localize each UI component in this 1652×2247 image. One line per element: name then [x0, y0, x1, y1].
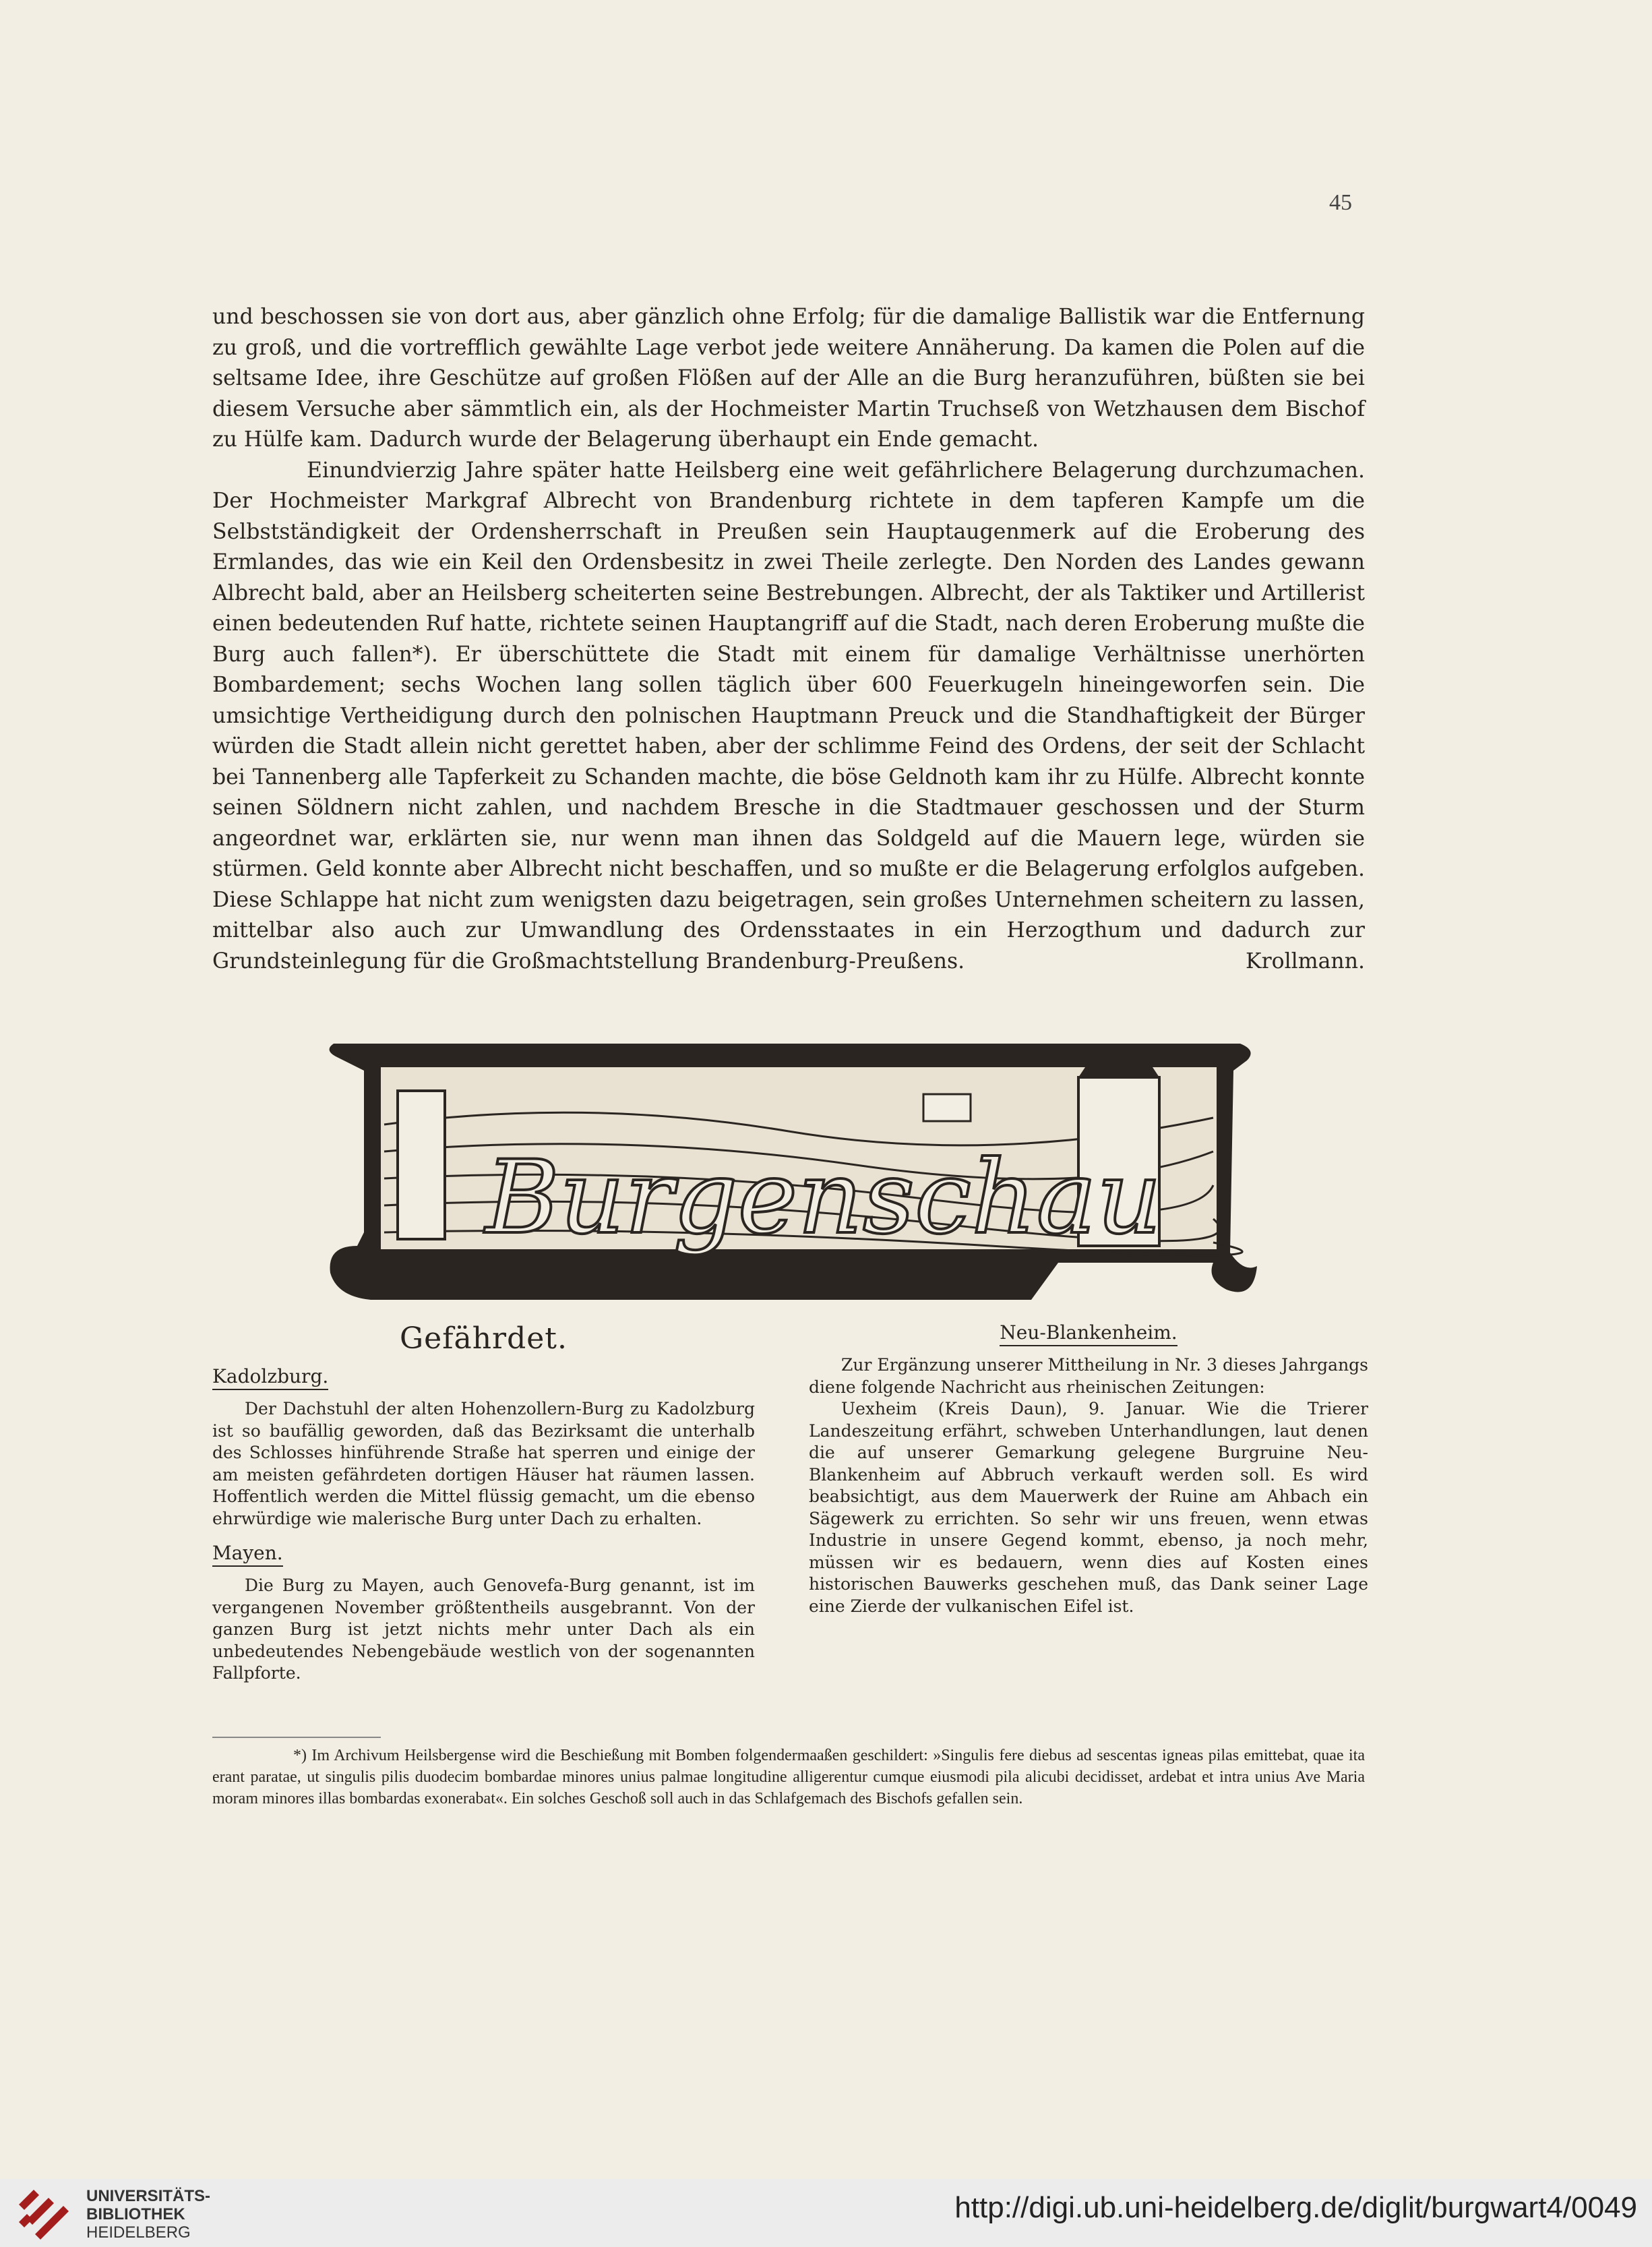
- source-url-link[interactable]: http://digi.ub.uni-heidelberg.de/diglit/burgwart4/0049: [954, 2191, 1637, 2224]
- banner-title: Burgenschau: [485, 1139, 1162, 1257]
- right-column: [809, 1321, 1368, 1617]
- article-paragraph: und beschossen sie von dort aus, aber gänzlich ohne Erfolg; für die damalige Ballistik war die Entfernung zu groß, und die vortrefflich gewählte Lage verbot jede weitere Annäherung. Da kamen die Polen auf die seltsame Idee, ihre Geschütze auf großen Flößen auf der Alle an die Burg heranzuführen, büßten sie bei diesem Versuche aber sämmtlich ein, als der Hochmeister Martin Truchseß von Wetzhausen dem Bischof zu Hülfe kam. Dadurch wurde der Belagerung überhaupt ein Ende gemacht.: [212, 305, 1365, 452]
- news-heading: Kadolzburg.: [212, 1365, 328, 1390]
- burgenschau-banner: [317, 1030, 1264, 1307]
- news-intro: Zur Ergänzung unserer Mittheilung in Nr. 3 dieses Jahrgangs diene folgende Nachricht aus rheinischen Zeitungen:: [809, 1355, 1368, 1397]
- news-item: [212, 1542, 755, 1685]
- column-title: Gefährdet.: [400, 1321, 568, 1356]
- library-name: [86, 2187, 210, 2242]
- news-heading: Mayen.: [212, 1542, 283, 1567]
- castle-hill: [923, 1094, 971, 1121]
- left-column: [212, 1321, 755, 1697]
- library-line: HEIDELBERG: [86, 2223, 191, 2242]
- news-report: Uexheim (Kreis Daun), 9. Januar. Wie die Trierer Landeszeitung erfährt, schweben Unterhandlungen, laut denen die auf unserer Gemarkung gelegene Burgruine Neu-Blankenheim auf Abbruch verkauft werden soll. Es wird beabsichtigt, aus dem Mauerwerk der Ruine am Ahbach ein Sägewerk zu errichten. So sehr wir uns freuen, wenn etwas Industrie in unsere Gegend kommt, ebenso, ja noch mehr, müssen wir es bedauern, wenn dies auf Kosten eines historischen Bauwerks geschehen muß, das Dank seiner Lage eine Zierde der vulkanischen Eifel ist.: [809, 1399, 1368, 1616]
- footnote: [212, 1745, 1365, 1809]
- news-item: [212, 1365, 755, 1530]
- castle-tower-left: [398, 1091, 445, 1239]
- library-line: UNIVERSITÄTS-: [86, 2187, 211, 2205]
- article-paragraph: Einundvierzig Jahre später hatte Heilsberg eine weit gefährlichere Belagerung durchzumachen. Der Hochmeister Markgraf Albrecht von Brandenburg richtete in dem tapferen Kampfe um die Selbstständigkeit der Ordensherrschaft in Preußen sein Hauptaugenmerk auf die Eroberung des Ermlandes, das wie ein Keil den Ordensbesitz in zwei Theile zerlegte. Den Norden des Landes gewann Albrecht bald, aber an Heilsberg scheiterten seine Bestrebungen. Albrecht, der als Taktiker und Artillerist einen bedeutenden Ruf hatte, richtete seinen Hauptangriff auf die Stadt, nach deren Eroberung mußte die Burg auch fallen*). Er überschüttete die Stadt mit einem für damalige Verhältnisse unerhörten Bombardement; sechs Wochen lang sollen täglich über 600 Feuerkugeln hineingeworfen sein. Die umsichtige Vertheidigung durch den polnischen Hauptmann Preuck und die Standhaftigkeit der Bürger würden die Stadt allein nicht gerettet haben, aber der schlimme Feind des Ordens, der seit der Schlacht bei Tannenberg alle Tapferkeit zu Schanden machte, die böse Geldnoth kam ihr zu Hülfe. Albrecht konnte seinen Söldnern nicht zahlen, und nachdem Bresche in die Stadtmauer geschossen und der Sturm angeordnet war, erklärten sie, nur wenn man ihnen das Soldgeld auf die Mauern lege, würden sie stürmen. Geld konnte aber Albrecht nicht beschaffen, und so mußte er die Belagerung erfolglos aufgeben. Diese Schlappe hat nicht zum wenigsten dazu beigetragen, sein großes Unternehmen scheitern zu lassen, mittelbar also auch zur Umwandlung des Ordensstaates in ein Herzogthum und dadurch zur Grundsteinlegung für die Großmachtstellung Brandenburg-Preußens.: [212, 458, 1365, 973]
- main-article: [212, 302, 1365, 977]
- news-text: Der Dachstuhl der alten Hohenzollern-Burg zu Kadolzburg ist so baufällig geworden, daß das Bezirksamt die unterhalb des Schlosses hinführende Straße hat sperren und einige der am meisten gefährdeten dortigen Häuser hat räumen lassen. Hoffentlich werden die Mittel flüssig gemacht, um die ebenso ehrwürdige wie malerische Burg unter Dach zu erhalten.: [212, 1399, 755, 1528]
- author-signature: Krollmann.: [1246, 949, 1365, 973]
- library-logo-icon: [13, 2184, 71, 2242]
- news-text: Die Burg zu Mayen, auch Genovefa-Burg genannt, ist im vergangenen November größtentheils ausgebrannt. Von der ganzen Burg ist jetzt nichts mehr unter Dach als ein unbedeutendes Nebengebäude westlich von der sogenannten Fallpforte.: [212, 1576, 755, 1683]
- library-line: BIBLIOTHEK: [86, 2205, 185, 2223]
- page-number: 45: [1329, 190, 1352, 215]
- footnote-text: *) Im Archivum Heilsbergense wird die Beschießung mit Bomben folgendermaaßen geschildert: »Singulis fere diebus ad sescentas igneas pilas emittebat, quae ita erant paratae, ut singulis pilis duodecim bombardae minores unius palmae longitudine alligerentur cumque eiusmodi pila alicubi decidisset, ardebat et intra unius Ave Maria moram minores illas bombardas exonerabat«. Ein solches Geschoß soll auch in das Schlafgemach des Bischofs gefallen sein.: [212, 1747, 1365, 1807]
- footnote-divider: [212, 1737, 381, 1738]
- news-heading: Neu-Blankenheim.: [1000, 1321, 1177, 1346]
